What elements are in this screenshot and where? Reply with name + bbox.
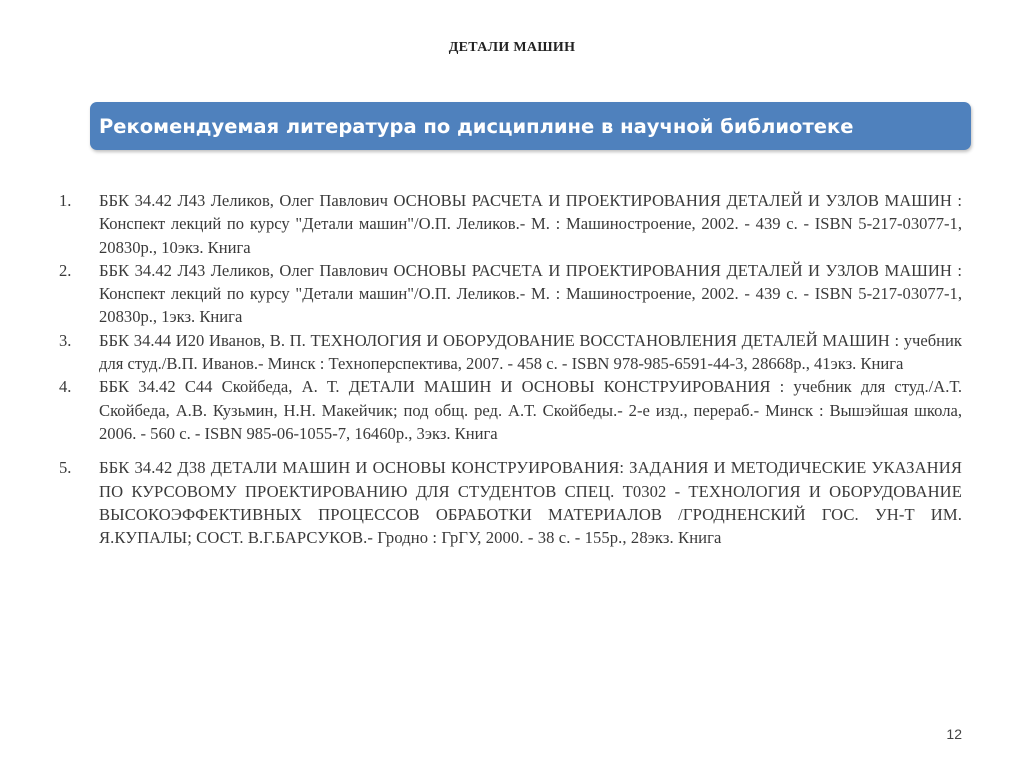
reference-text: ББК 34.42 С44 Скойбеда, А. Т. ДЕТАЛИ МАШИН И ОСНОВЫ КОНСТРУИРОВАНИЯ : учебник для студ./А.Т. Скойбеда, А.В. Кузьмин, Н.Н. Макейчик; под общ. ред. А.Т. Скойбеды.- 2-е изд., перераб.- Минск : Вышэйшая школа, 2006. - 560 с. - ISBN 985-06-1055-7, 16460р., 3экз. Книга xyxy=(99,377,962,443)
page-header-title: ДЕТАЛИ МАШИН xyxy=(448,40,576,55)
section-title: Рекомендуемая литература по дисциплине в научной библиотеке xyxy=(99,114,854,138)
reference-text: ББК 34.42 Д38 ДЕТАЛИ МАШИН И ОСНОВЫ КОНСТРУИРОВАНИЯ: ЗАДАНИЯ И МЕТОДИЧЕСКИЕ УКАЗАНИЯ ПО КУРСОВОМУ ПРОЕКТИРОВАНИЮ ДЛЯ СТУДЕНТОВ СПЕЦ. Т0302 - ТЕХНОЛОГИЯ И ОБОРУДОВАНИЕ ВЫСОКОЭФФЕКТИВНЫХ ПРОЦЕССОВ ОБРАБОТКИ МАТЕРИАЛОВ /ГРОДНЕНСКИЙ ГОС. УН-Т ИМ. Я.КУПАЛЫ; СОСТ. В.Г.БАРСУКОВ.- Гродно : ГрГУ, 2000. - 38 с. - 155р., 28экз. Книга xyxy=(99,458,962,548)
reference-number: 4. xyxy=(59,377,72,397)
reference-item xyxy=(59,456,962,549)
reference-text: ББК 34.44 И20 Иванов, В. П. ТЕХНОЛОГИЯ И ОБОРУДОВАНИЕ ВОССТАНОВЛЕНИЯ ДЕТАЛЕЙ МАШИН : учебник для студ./В.П. Иванов.- Минск : Техноперспектива, 2007. - 458 с. - ISBN 978-985-6591-44-3, 28668р., 41экз. Книга xyxy=(99,330,962,374)
reference-text: ББК 34.42 Л43 Леликов, Олег Павлович ОСНОВЫ РАСЧЕТА И ПРОЕКТИРОВАНИЯ ДЕТАЛЕЙ И УЗЛОВ МАШИН : Конспект лекций по курсу "Детали машин"/О.П. Леликов.- М. : Машиностроение, 2002. - 439 с. - ISBN 5-217-03077-1, 20830р., 10экз. Книга xyxy=(99,191,962,257)
page-number: 12 xyxy=(946,726,962,742)
reference-item xyxy=(59,375,962,445)
reference-item xyxy=(59,329,962,376)
reference-number: 3. xyxy=(59,330,72,350)
reference-text: ББК 34.42 Л43 Леликов, Олег Павлович ОСНОВЫ РАСЧЕТА И ПРОЕКТИРОВАНИЯ ДЕТАЛЕЙ И УЗЛОВ МАШИН : Конспект лекций по курсу "Детали машин"/О.П. Леликов.- М. : Машиностроение, 2002. - 439 с. - ISBN 5-217-03077-1, 20830р., 1экз. Книга xyxy=(99,260,962,327)
reference-list xyxy=(59,189,962,549)
reference-number: 5. xyxy=(59,458,72,478)
reference-number: 2. xyxy=(59,260,72,280)
reference-item xyxy=(59,259,962,329)
reference-item xyxy=(59,189,962,259)
section-title-banner xyxy=(90,102,971,150)
reference-number: 1. xyxy=(59,191,72,210)
